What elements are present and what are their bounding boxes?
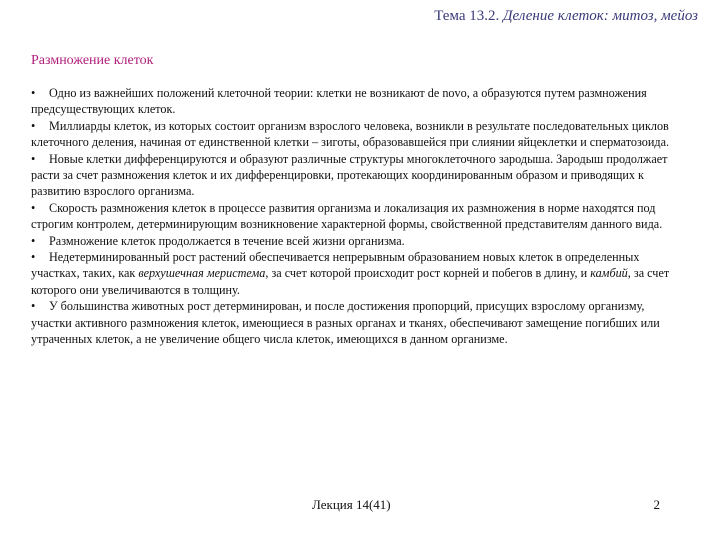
bullet-item: [31, 85, 683, 118]
bullet-text: Одно из важнейших положений клеточной теории: клетки не возникают de novo, а образуются путем размножения предсуществующих клеток.: [31, 86, 647, 117]
bullet-text: Миллиарды клеток, из которых состоит организм взрослого человека, возникли в результате последовательных циклов клеточного деления, начиная от единственной клетки – зиготы, образовавшейся при слиянии яйцеклетки и сперматозоида.: [31, 118, 670, 150]
bullet-text: Скорость размножения клеток в процессе развития организма и локализация их размножения в норме находятся под строгим контролем, детерминирующим возникновение характерной формы, свойственной представителям данного вида.: [31, 200, 663, 232]
bullet-item: [31, 233, 683, 249]
bullet-text: Размножение клеток продолжается в течение всей жизни организма.: [49, 233, 405, 248]
bullet-text-part: , за счет которой происходит рост корней и побегов в длину, и: [265, 266, 591, 281]
bullet-item: [31, 249, 683, 298]
bullet-text-part: Недетерминированный рост растений обеспечивается непрерывным образованием новых клеток в определенных участках, таких, как: [31, 250, 640, 281]
bullet-icon: •: [31, 299, 36, 314]
bullet-icon: •: [31, 118, 36, 133]
bullet-item: [31, 151, 683, 200]
bullet-icon: •: [31, 151, 36, 166]
section-title: Размножение клеток: [31, 53, 154, 68]
bullet-text: У большинства животных рост детерминирован, и после достижения пропорций, присущих взрослому организму, участки активного размножения клеток, имеющиеся в разных органах и тканях, обеспечивают замещение погибших или утраченных клеток, а не увеличение общего числа клеток, имеющихся в данном организме.: [31, 299, 660, 347]
bullet-item: [31, 298, 683, 347]
bullet-icon: •: [31, 200, 36, 215]
topic-title: Деление клеток: митоз, мейоз: [503, 8, 698, 24]
bullet-item: [31, 118, 683, 151]
slide-header: [434, 8, 698, 25]
bullet-list: [31, 85, 683, 348]
bullet-icon: •: [31, 86, 36, 100]
page-number: 2: [653, 497, 660, 512]
bullet-icon: •: [31, 250, 36, 265]
term-cambium: камбий: [590, 266, 628, 281]
term-apical-meristem: верхушечная меристема: [138, 266, 266, 281]
bullet-text-part: , за счет которого они увеличиваются в толщину.: [31, 266, 670, 297]
topic-number: Тема 13.2.: [434, 8, 500, 24]
bullet-item: [31, 200, 683, 233]
bullet-text: Новые клетки дифференцируются и образуют различные структуры многоклеточного зародыша. Зародыш продолжает расти за счет размножения клеток и их дифференцировки, протекающих координированным образом и приводящих к развитию взрослого организма.: [31, 151, 668, 199]
lecture-label: Лекция 14(41): [312, 497, 391, 512]
bullet-icon: •: [31, 233, 36, 248]
